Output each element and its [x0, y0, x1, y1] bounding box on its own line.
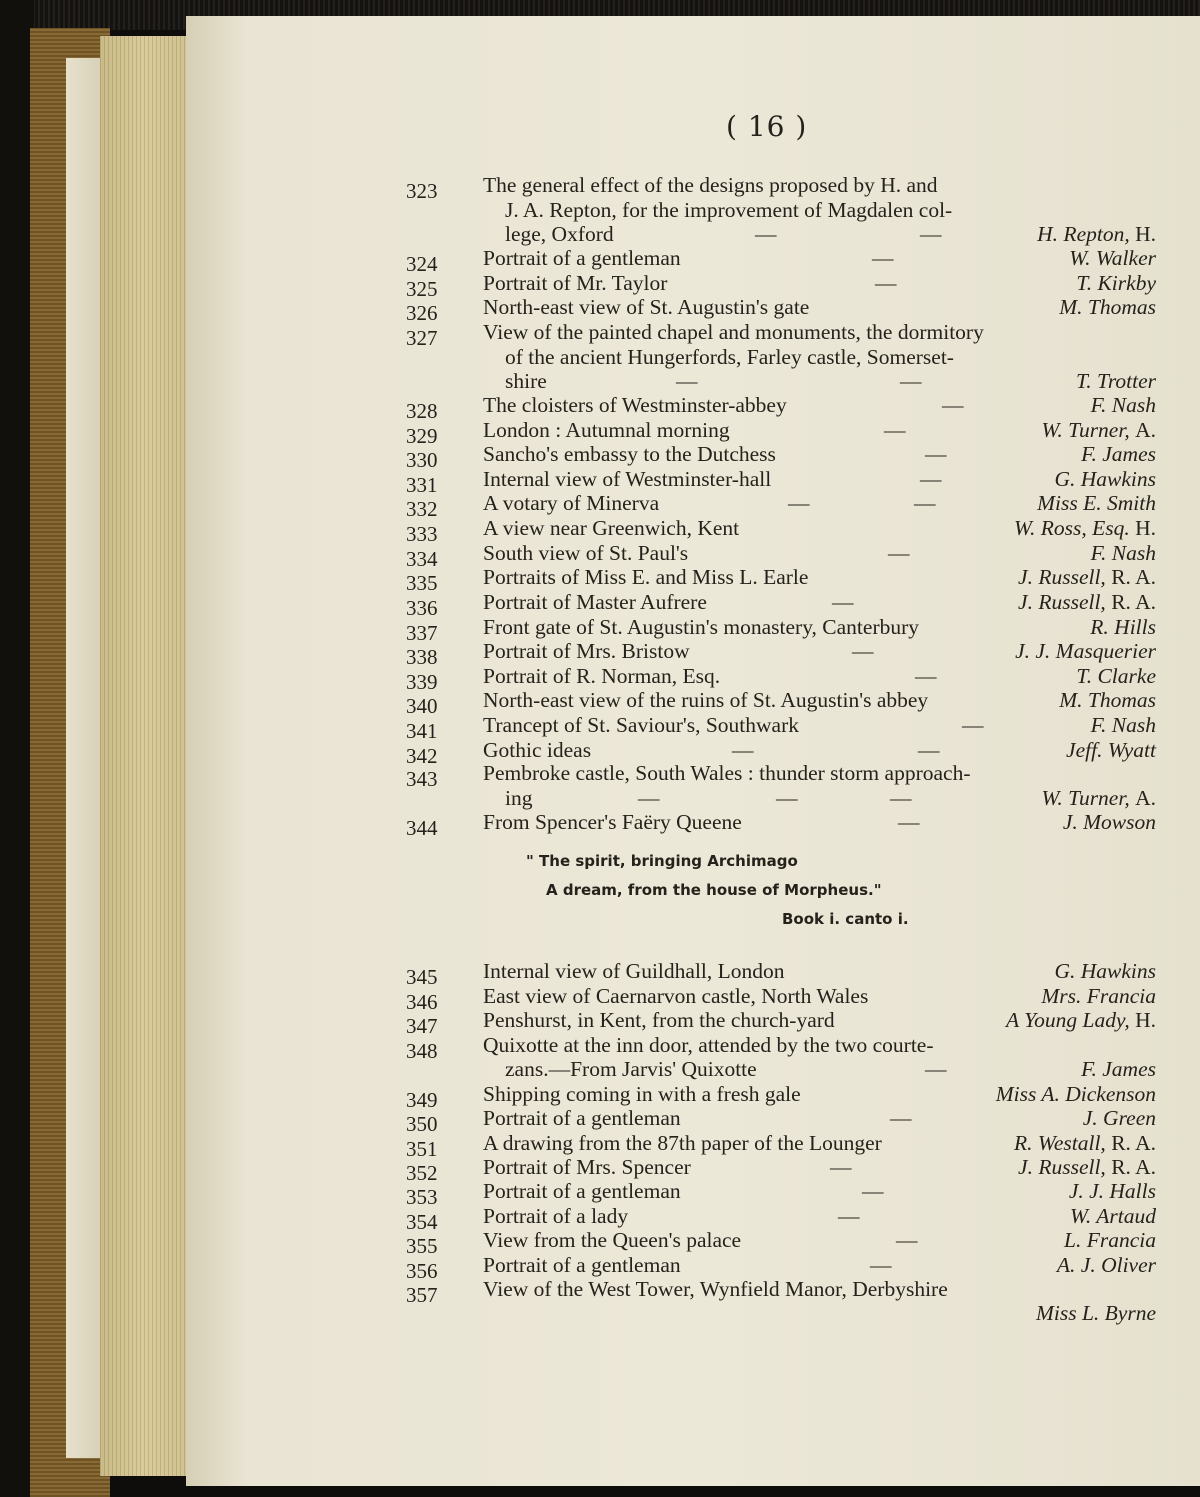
dash-separator: — — [884, 418, 906, 442]
artist-distinction: H. — [1135, 1008, 1156, 1032]
entry-number: 346 — [406, 990, 438, 1014]
entry-title: ing — [505, 786, 533, 810]
entry-artist — [1054, 958, 1156, 984]
entry-title: Internal view of Guildhall, London — [483, 959, 785, 983]
artist-name: L. Francia — [1064, 1228, 1156, 1252]
dash-separator: — — [920, 222, 942, 246]
dash-separator: — — [776, 786, 798, 810]
entry-number: 341 — [406, 719, 438, 743]
entry-title: A votary of Minerva — [483, 491, 660, 515]
artist-name: T. Clarke — [1076, 664, 1156, 688]
entry-title: A drawing from the 87th paper of the Lounger — [483, 1131, 882, 1155]
entry-artist — [1015, 638, 1156, 664]
dash-separator: — — [852, 639, 874, 663]
artist-name: W. Ross, Esq. — [1014, 516, 1130, 540]
dash-separator: — — [788, 491, 810, 515]
entry-number: 354 — [406, 1210, 438, 1234]
artist-distinction: R. A. — [1111, 1131, 1156, 1155]
dash-separator: — — [890, 1106, 912, 1130]
entry-number: 338 — [406, 645, 438, 669]
entry-artist — [1091, 392, 1156, 418]
entry-artist — [1081, 1056, 1156, 1082]
artist-name: R. Hills — [1090, 615, 1156, 639]
artist-distinction: H. — [1135, 516, 1156, 540]
entry-title: Portrait of a lady — [483, 1204, 629, 1228]
dash-separator: — — [875, 271, 897, 295]
dash-separator: — — [896, 1228, 918, 1252]
entry-title: Portrait of Mrs. Bristow — [483, 639, 690, 663]
entry-artist — [1083, 1105, 1156, 1131]
artist-name: Mrs. Francia — [1041, 984, 1156, 1008]
dash-separator: — — [830, 1155, 852, 1179]
entry-artist — [1059, 687, 1156, 713]
entry-number: 351 — [406, 1137, 438, 1161]
entry-number: 340 — [406, 694, 438, 718]
dash-separator: — — [862, 1179, 884, 1203]
entry-number: 357 — [406, 1283, 438, 1307]
entry-number: 329 — [406, 424, 438, 448]
artist-name: Miss A. Dickenson — [995, 1082, 1156, 1106]
entry-artist — [1036, 1300, 1156, 1326]
artist-name: W. Turner, — [1041, 418, 1130, 442]
artist-name: M. Thomas — [1059, 688, 1156, 712]
artist-name: J. Russell, — [1018, 590, 1106, 614]
artist-distinction: A. — [1135, 418, 1156, 442]
dash-separator: — — [732, 738, 754, 762]
entry-artist — [1041, 983, 1156, 1009]
dash-separator: — — [914, 491, 936, 515]
entry-title: East view of Caernarvon castle, North Wales — [483, 984, 869, 1008]
entry-artist — [1069, 245, 1156, 271]
entry-number: 352 — [406, 1161, 438, 1185]
entry-number: 326 — [406, 301, 438, 325]
entry-number: 349 — [406, 1088, 438, 1112]
artist-name: H. Repton, — [1037, 222, 1130, 246]
artist-name: R. Westall, — [1014, 1131, 1106, 1155]
artist-name: F. Nash — [1090, 713, 1156, 737]
entry-artist — [1091, 712, 1156, 738]
artist-name: J. Russell, — [1018, 565, 1106, 589]
dash-separator: — — [676, 369, 698, 393]
entry-number: 355 — [406, 1234, 438, 1258]
artist-name: A. J. Oliver — [1056, 1253, 1156, 1277]
dash-separator: — — [925, 442, 947, 466]
entry-artist — [1041, 785, 1156, 811]
entry-number: 327 — [406, 326, 438, 350]
entry-number: 330 — [406, 448, 438, 472]
artist-name: Miss E. Smith — [1037, 491, 1156, 515]
entry-artist — [1076, 368, 1156, 394]
entry-title: From Spencer's Faëry Queene — [483, 810, 742, 834]
artist-distinction: A. — [1135, 786, 1156, 810]
artist-name: T. Kirkby — [1076, 271, 1156, 295]
entry-title: of the ancient Hungerfords, Farley castle, Somerset- — [505, 345, 954, 369]
entry-artist — [1041, 417, 1156, 443]
dash-separator: — — [962, 713, 984, 737]
entry-artist — [1037, 490, 1156, 516]
entry-title: Trancept of St. Saviour's, Southwark — [483, 713, 800, 737]
entry-title: Front gate of St. Augustin's monastery, Canterbury — [483, 615, 920, 639]
entry-number: 328 — [406, 399, 438, 423]
entry-title: Penshurst, in Kent, from the church-yard — [483, 1008, 835, 1032]
entry-artist — [1018, 589, 1156, 615]
quote-line-1: " The spirit, bringing Archimago — [526, 852, 798, 870]
artist-distinction: R. A. — [1111, 565, 1156, 589]
entry-number: 325 — [406, 277, 438, 301]
entry-artist — [1070, 1203, 1156, 1229]
endpaper — [66, 58, 100, 1458]
entry-title: Sancho's embassy to the Dutchess — [483, 442, 776, 466]
entry-artist — [1018, 1154, 1156, 1180]
artist-name: F. Nash — [1090, 393, 1156, 417]
entry-title: shire — [505, 369, 547, 393]
entry-artist — [1014, 515, 1156, 541]
entry-title: View from the Queen's palace — [483, 1228, 742, 1252]
quote-line-2: A dream, from the house of Morpheus." — [546, 881, 882, 899]
artist-name: W. Walker — [1069, 246, 1156, 270]
dash-separator: — — [898, 810, 920, 834]
artist-name: F. Nash — [1090, 541, 1156, 565]
entry-artist — [1066, 737, 1156, 763]
dash-separator: — — [925, 1057, 947, 1081]
dash-separator: — — [838, 1204, 860, 1228]
dash-separator: — — [872, 246, 894, 270]
artist-name: G. Hawkins — [1054, 959, 1156, 983]
entry-artist — [1091, 540, 1156, 566]
artist-name: M. Thomas — [1059, 295, 1156, 319]
entry-title: The general effect of the designs proposed by H. and — [483, 173, 938, 197]
dash-separator: — — [942, 393, 964, 417]
entry-artist — [1063, 809, 1156, 835]
entry-artist — [1006, 1007, 1156, 1033]
entry-artist — [1081, 441, 1156, 467]
quote-source: Book i. canto i. — [782, 910, 909, 928]
entry-title: Portrait of a gentleman — [483, 246, 681, 270]
entry-title: Shipping coming in with a fresh gale — [483, 1082, 801, 1106]
entry-number: 345 — [406, 965, 438, 989]
entry-number: 339 — [406, 670, 438, 694]
entry-title: London : Autumnal morning — [483, 418, 730, 442]
entry-title: Internal view of Westminster-hall — [483, 467, 772, 491]
entry-number: 336 — [406, 596, 438, 620]
entry-artist — [1064, 1227, 1156, 1253]
artist-name: T. Trotter — [1075, 369, 1156, 393]
entry-title: Pembroke castle, South Wales : thunder storm approach- — [483, 761, 971, 785]
book-cover-left — [0, 0, 34, 1497]
artist-name: A Young Lady, — [1006, 1008, 1130, 1032]
dash-separator: — — [915, 664, 937, 688]
entry-title: Portrait of Mrs. Spencer — [483, 1155, 691, 1179]
artist-name: F. James — [1081, 1057, 1156, 1081]
entry-title: Portrait of a gentleman — [483, 1179, 681, 1203]
entry-title: lege, Oxford — [505, 222, 614, 246]
artist-distinction: R. A. — [1111, 1155, 1156, 1179]
entry-artist — [1076, 663, 1156, 689]
entry-number: 344 — [406, 816, 438, 840]
entry-title: The cloisters of Westminster-abbey — [483, 393, 787, 417]
entry-title: Portrait of R. Norman, Esq. — [483, 664, 721, 688]
entry-number: 347 — [406, 1014, 438, 1038]
artist-name: J. Green — [1082, 1106, 1156, 1130]
entry-artist — [996, 1081, 1156, 1107]
entry-number: 353 — [406, 1185, 438, 1209]
entry-title: View of the West Tower, Wynfield Manor, Derbyshire — [483, 1277, 948, 1301]
artist-name: W. Turner, — [1041, 786, 1130, 810]
entry-title: Portrait of a gentleman — [483, 1253, 681, 1277]
dash-separator: — — [870, 1253, 892, 1277]
artist-name: Miss L. Byrne — [1035, 1301, 1156, 1325]
entry-title: North-east view of the ruins of St. Augustin's abbey — [483, 688, 929, 712]
dash-separator: — — [918, 738, 940, 762]
entry-title: South view of St. Paul's — [483, 541, 689, 565]
entry-title: View of the painted chapel and monuments, the dormitory — [483, 320, 984, 344]
artist-name: W. Artaud — [1069, 1204, 1156, 1228]
entry-title: Portraits of Miss E. and Miss L. Earle — [483, 565, 809, 589]
entry-number: 348 — [406, 1039, 438, 1063]
dash-separator: — — [920, 467, 942, 491]
entry-number: 331 — [406, 473, 438, 497]
artist-distinction: H. — [1135, 222, 1156, 246]
entry-title: Portrait of a gentleman — [483, 1106, 681, 1130]
entry-artist — [1014, 1130, 1156, 1156]
entry-artist — [1037, 221, 1156, 247]
entry-number: 343 — [406, 767, 438, 791]
dash-separator: — — [638, 786, 660, 810]
entry-title: A view near Greenwich, Kent — [483, 516, 740, 540]
page-edges — [100, 36, 190, 1476]
artist-name: J. J. Masquerier — [1015, 639, 1156, 663]
dash-separator: — — [755, 222, 777, 246]
entry-artist — [1090, 614, 1156, 640]
entry-artist — [1059, 294, 1156, 320]
entry-number: 342 — [406, 744, 438, 768]
entry-number: 337 — [406, 621, 438, 645]
artist-name: J. Mowson — [1062, 810, 1156, 834]
artist-name: G. Hawkins — [1054, 467, 1156, 491]
entry-artist — [1069, 1178, 1156, 1204]
artist-name: J. J. Halls — [1068, 1179, 1156, 1203]
entry-number: 324 — [406, 252, 438, 276]
dash-separator: — — [832, 590, 854, 614]
book-page — [186, 16, 1200, 1486]
entry-title: North-east view of St. Augustin's gate — [483, 295, 810, 319]
entry-artist — [1076, 270, 1156, 296]
artist-name: F. James — [1081, 442, 1156, 466]
entry-artist — [1054, 466, 1156, 492]
entry-number: 335 — [406, 571, 438, 595]
entry-title: Quixotte at the inn door, attended by the two courte- — [483, 1033, 934, 1057]
artist-name: Jeff. Wyatt — [1066, 738, 1156, 762]
dash-separator: — — [888, 541, 910, 565]
dash-separator: — — [890, 786, 912, 810]
entry-number: 332 — [406, 497, 438, 521]
entry-artist — [1057, 1252, 1156, 1278]
entry-number: 323 — [406, 179, 438, 203]
entry-number: 356 — [406, 1259, 438, 1283]
artist-distinction: R. A. — [1111, 590, 1156, 614]
dash-separator: — — [900, 369, 922, 393]
entry-title: J. A. Repton, for the improvement of Magdalen col- — [505, 198, 953, 222]
artist-name: J. Russell, — [1018, 1155, 1106, 1179]
entry-title: Portrait of Mr. Taylor — [483, 271, 668, 295]
entry-number: 350 — [406, 1112, 438, 1136]
entry-artist — [1018, 564, 1156, 590]
page-number: ( 16 ) — [726, 110, 808, 143]
entry-title: Portrait of Master Aufrere — [483, 590, 707, 614]
entry-number: 333 — [406, 522, 438, 546]
entry-title: Gothic ideas — [483, 738, 592, 762]
entry-title: zans.—From Jarvis' Quixotte — [505, 1057, 757, 1081]
entry-number: 334 — [406, 547, 438, 571]
